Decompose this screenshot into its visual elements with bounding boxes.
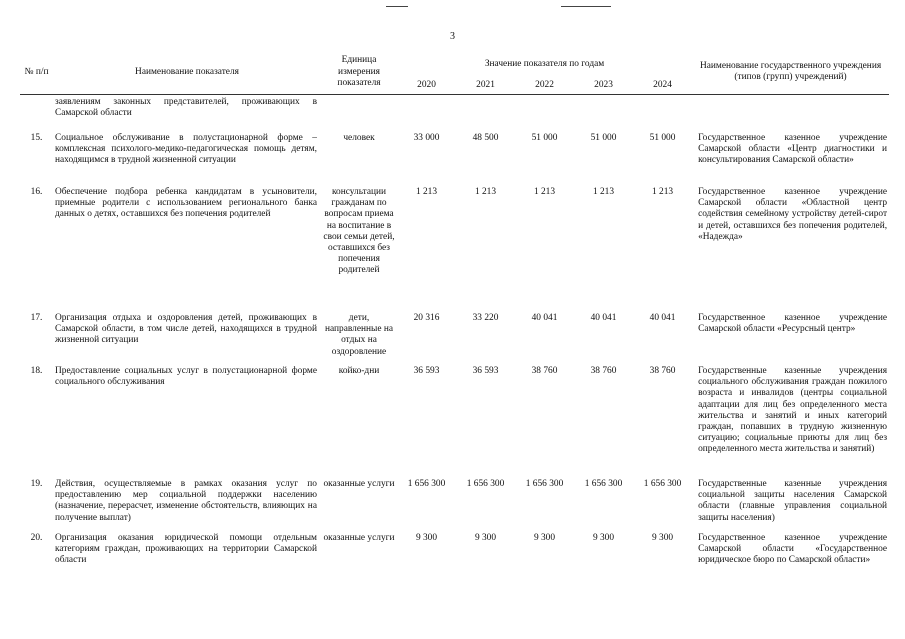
row-number: 18. [30,366,43,376]
table-row [20,186,889,312]
institution: Государственное казенное учреждение Самарской области «Ресурсный центр» [698,313,888,335]
value-2023: 1 656 300 [584,479,623,489]
value-2024: 38 760 [649,366,676,376]
value-2022: 40 041 [531,313,558,323]
value-2024: 40 041 [649,313,676,323]
value-2023: 51 000 [590,133,617,143]
indicator-name: Предоставление социальных услуг в полустационарной форме социального обслуживания [55,366,317,388]
value-2021: 9 300 [474,533,497,543]
value-2020: 1 656 300 [407,479,446,489]
header-values-by-year: Значение показателя по годам [484,58,605,69]
unit: оказанные услуги [323,479,395,489]
row-number: 17. [30,313,43,323]
table-row [20,312,889,365]
value-2024: 9 300 [651,533,674,543]
indicator-name: Социальное обслуживание в полустационарной форме – комплексная психолого-медико-педагогическая помощь детям, находящимся в трудной жизненной ситуации [55,133,317,166]
value-2020: 20 316 [413,313,440,323]
table-row [20,132,889,186]
unit: консультации гражданам по вопросам приема на воспитание в свои семьи детей, оставшихся без попечения родителей [323,187,395,276]
value-2023: 40 041 [590,313,617,323]
header-num: № п/п [20,51,53,94]
unit: оказанные услуги [323,533,395,543]
table-row-continuation [20,94,889,132]
indicator-name: Действия, осуществляемые в рамках оказания услуг по предоставлению мер социальной поддержки населению (назначение, перерасчет, изменение обстоятельств, влияющих на получение выплат) [55,479,317,523]
institution: Государственное казенное учреждение Самарской области «Государственное юридическое бюро по Самарской области» [698,533,888,566]
indicator-name: Обеспечение подбора ребенка кандидатам в усыновители, приемные родители с использованием регионального банка данных о детях, оставшихся без попечения родителей [55,187,317,220]
header-year-2021: 2021 [456,78,515,94]
value-2024: 1 213 [651,187,674,197]
institution: Государственные казенные учреждения социального обслуживания граждан пожилого возраста и инвалидов (центры социальной адаптации для лиц без определенного места жительства и занятий и иных категорий граждан, попавших в трудную жизненную ситуацию; социальные приюты для лиц без определенного места жительства и занятий) [698,366,888,455]
scan-mark-left [386,6,408,7]
header-year-2024: 2024 [633,78,692,94]
page-number: 3 [450,31,455,42]
value-2022: 51 000 [531,133,558,143]
value-2024: 51 000 [649,133,676,143]
header-year-2022: 2022 [515,78,574,94]
value-2021: 1 656 300 [466,479,505,489]
table-row [20,365,889,478]
unit: человек [343,133,375,143]
table-row [20,478,889,532]
unit: койко-дни [338,366,380,376]
institution: Государственное казенное учреждение Самарской области «Областной центр содействия семейному устройству детей-сирот и детей, оставшихся без попечения родителей, «Надежда» [698,187,888,242]
value-2024: 1 656 300 [643,479,682,489]
value-2022: 1 656 300 [525,479,564,489]
continuation-text: заявлениям законных представителей, проживающих в Самарской области [55,96,317,118]
value-2021: 33 220 [472,313,499,323]
value-2020: 33 000 [413,133,440,143]
institution: Государственное казенное учреждение Самарской области «Центр диагностики и консультирования Самарской области» [698,133,888,166]
row-number: 16. [30,187,43,197]
value-2022: 38 760 [531,366,558,376]
value-2020: 9 300 [415,533,438,543]
header-year-2023: 2023 [574,78,633,94]
value-2021: 1 213 [474,187,497,197]
table-row [20,532,889,574]
indicators-table [20,51,889,574]
indicator-name: Организация оказания юридической помощи отдельным категориям граждан, проживающих на территории Самарской области [55,533,317,566]
indicator-name: Организация отдыха и оздоровления детей, проживающих в Самарской области, в том числе детей, находящихся в трудной жизненной ситуации [55,313,317,346]
institution: Государственные казенные учреждения социальной защиты населения Самарской области (главные управления социальной защиты населения) [698,479,888,523]
value-2021: 48 500 [472,133,499,143]
row-number: 15. [30,133,43,143]
header-indicator-name: Наименование показателя [53,51,321,94]
value-2020: 36 593 [413,366,440,376]
header-institution: Наименование государственного учреждения (типов (групп) учреждений) [692,51,889,94]
scan-mark-right [561,6,611,7]
value-2021: 36 593 [472,366,499,376]
row-number: 19. [30,479,43,489]
value-2023: 38 760 [590,366,617,376]
header-unit: Единица измерения показателя [321,51,397,94]
header-year-2020: 2020 [397,78,456,94]
row-number: 20. [30,533,43,543]
value-2023: 1 213 [592,187,615,197]
value-2022: 9 300 [533,533,556,543]
unit: дети, направленные на отдых на оздоровление [324,313,394,357]
value-2022: 1 213 [533,187,556,197]
value-2020: 1 213 [415,187,438,197]
value-2023: 9 300 [592,533,615,543]
